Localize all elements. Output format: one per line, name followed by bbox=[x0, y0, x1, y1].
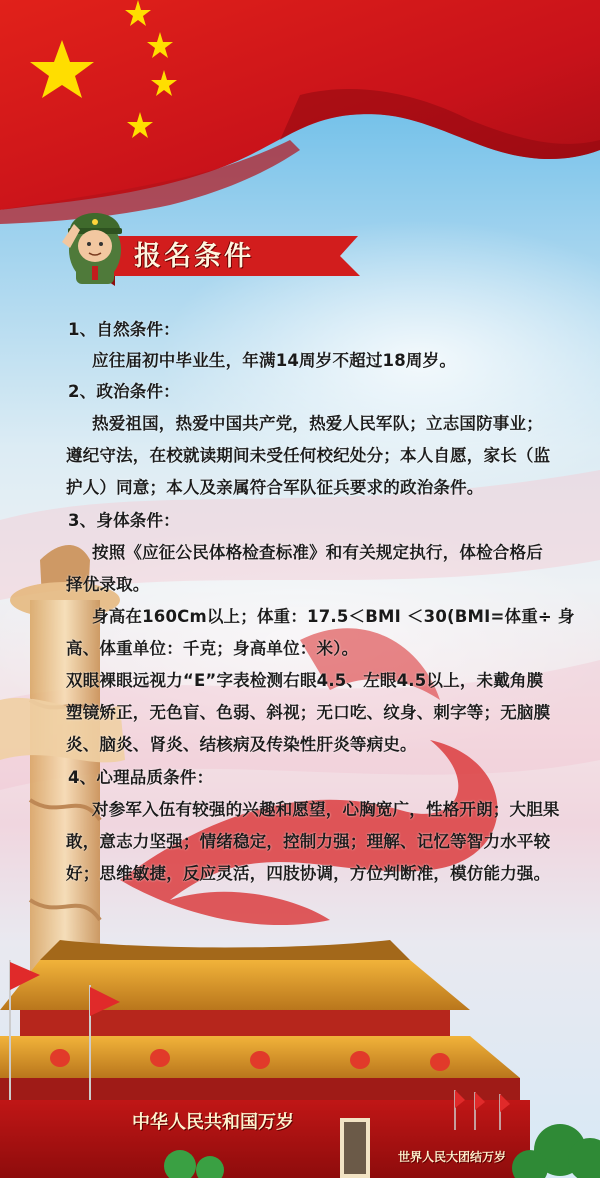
section-line: 敢，意志力坚强；情绪稳定，控制力强；理解、记忆等智力水平较 bbox=[66, 832, 551, 851]
section-line: 热爱祖国，热爱中国共产党，热爱人民军队；立志国防事业； bbox=[92, 414, 543, 433]
section-line: 高、体重单位：千克；身高单位：米）。 bbox=[66, 639, 359, 658]
section-line: 炎、脑炎、肾炎、结核病及传染性肝炎等病史。 bbox=[66, 735, 417, 754]
section-heading-political: 2、政治条件： bbox=[68, 382, 180, 401]
page-title: 报名条件 bbox=[134, 241, 254, 272]
section-line: 塑镜矫正，无色盲、色弱、斜视；无口吃、纹身、刺字等；无脑膜 bbox=[66, 703, 551, 722]
section-line: 择优录取。 bbox=[66, 575, 150, 594]
section-heading-physical: 3、身体条件： bbox=[68, 511, 180, 530]
section-line: 应往届初中毕业生，年满14周岁不超过18周岁。 bbox=[92, 351, 457, 370]
gate-plaque-right: 世界人民大团结万岁 bbox=[398, 1150, 507, 1164]
section-line: 对参军入伍有较强的兴趣和愿望，心胸宽广，性格开朗；大胆果 bbox=[92, 800, 560, 819]
section-line: 护人）同意；本人及亲属符合军队征兵要求的政治条件。 bbox=[66, 478, 484, 497]
section-line: 按照《应征公民体格检查标准》和有关规定执行，体检合格后 bbox=[92, 543, 543, 562]
section-line: 双眼裸眼远视力“E”字表检测右眼4.5、左眼4.5以上，未戴角膜 bbox=[66, 671, 544, 690]
section-heading-psychological: 4、心理品质条件： bbox=[68, 768, 214, 787]
gate-plaque-left: 中华人民共和国万岁 bbox=[132, 1112, 294, 1133]
section-line: 好；思维敏捷，反应灵活，四肢协调，方位判断准，模仿能力强。 bbox=[66, 864, 551, 883]
section-line: 身高在160Cm以上；体重：17.5＜BMI ＜30(BMI=体重÷ 身 bbox=[92, 607, 575, 626]
section-line: 遵纪守法，在校就读期间未受任何校纪处分；本人自愿，家长（监 bbox=[66, 446, 551, 465]
section-heading-natural: 1、自然条件： bbox=[68, 320, 180, 339]
